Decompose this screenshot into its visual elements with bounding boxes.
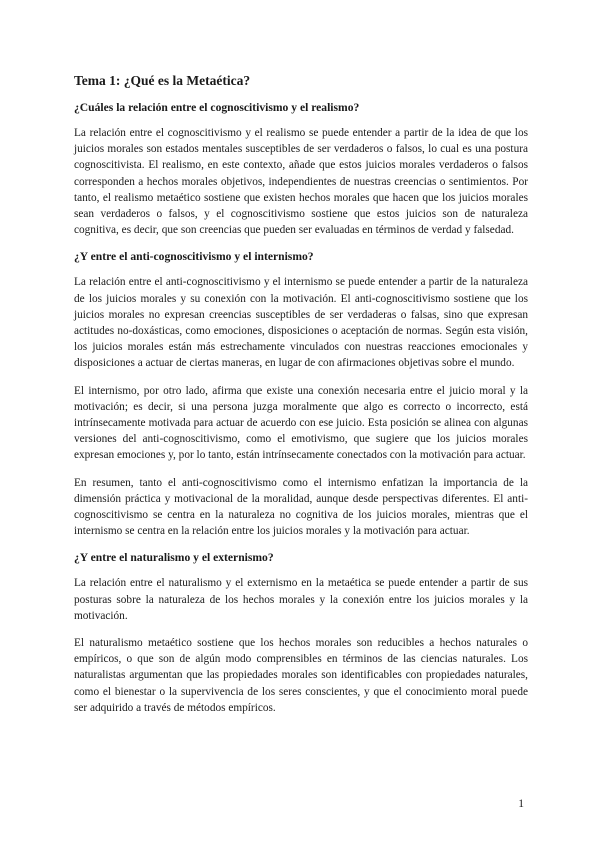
section-heading: ¿Y entre el naturalismo y el externismo? [74,551,274,565]
paragraph: La relación entre el naturalismo y el externismo en la metaética se puede entender a partir de sus posturas sobre la naturaleza de los hechos morales y la conexión entre los juicios morales y la motivación. [74,577,528,622]
section-heading: ¿Cuáles la relación entre el cognoscitivismo y el realismo? [74,101,360,114]
section-heading: ¿Y entre el anti-cognoscitivismo y el internismo? [74,250,314,264]
section-cognoscitivismo-realismo [74,100,528,238]
paragraph: El internismo, por otro lado, afirma que existe una conexión necesaria entre el juicio moral y la motivación; es decir, si una persona juzga moralmente que algo es correcto o incorrecto, está intrínsecamente motivada para actuar de acuerdo con ese juicio. Esta posición se alinea con algunas versiones del anti-cognoscitivismo, como el emotivismo, que sugiere que los juicios morales expresan emociones y, por lo tanto, están intrínsecamente conectados con la motivación para actuar. [74,384,528,462]
page-title: Tema 1: ¿Qué es la Metaética? [74,73,251,88]
section-naturalismo-externismo [74,550,528,716]
paragraph: La relación entre el anti-cognoscitivismo y el internismo se puede entender a partir de la naturaleza de los juicios morales y su conexión con la motivación. El anti-cognoscitivismo sostiene que los juicios morales no expresan creencias susceptibles de ser verdaderas o falsas, sino que expresan actitudes no-doxásticas, como emociones, disposiciones o aceptación de normas. Según esta visión, los juicios morales están más estrechamente vinculados con nuestras reacciones emocionales y disposiciones a actuar de ciertas maneras, en lugar de con afirmaciones objetivas sobre el mundo. [74,276,528,370]
page-number: 1 [518,798,524,810]
paragraph: En resumen, tanto el anti-cognoscitivismo como el internismo enfatizan la importancia de la dimensión práctica y motivacional de la moralidad, aunque desde perspectivas diferentes. El anti-cognoscitivismo se centra en la naturaleza no cognitiva de los juicios morales, mientras que el internismo se centra en la relación entre los juicios morales y la motivación para actuar. [74,476,528,538]
section-anticognoscitivismo-internismo [74,249,528,539]
paragraph: El naturalismo metaético sostiene que los hechos morales son reducibles a hechos naturales o empíricos, o que son de algún modo comprensibles en términos de las ciencias naturales. Los naturalistas argumentan que las propiedades morales son identificables con propiedades naturales, como el bienestar o la supervivencia de los seres conscientes, y que el conocimiento moral puede ser adquirido a través de métodos empíricos. [74,637,528,714]
page-content [74,72,528,727]
paragraph: La relación entre el cognoscitivismo y el realismo se puede entender a partir de la idea de que los juicios morales son estados mentales susceptibles de ser verdaderos o falsos, lo cual es una postura cognoscitivista. El realismo, en este contexto, añade que estos juicios morales verdaderos o falsos corresponden a hechos morales objetivos, independientes de nuestras creencias o sentimientos. Por tanto, el realismo metaético sostiene que existen hechos morales que hacen que los juicios morales sean verdaderos o falsos, y el cognoscitivismo sostiene que estos juicios son de naturaleza cognitiva, es decir, que son creencias que pueden ser evaluadas en términos de verdad y falsedad. [74,127,528,237]
